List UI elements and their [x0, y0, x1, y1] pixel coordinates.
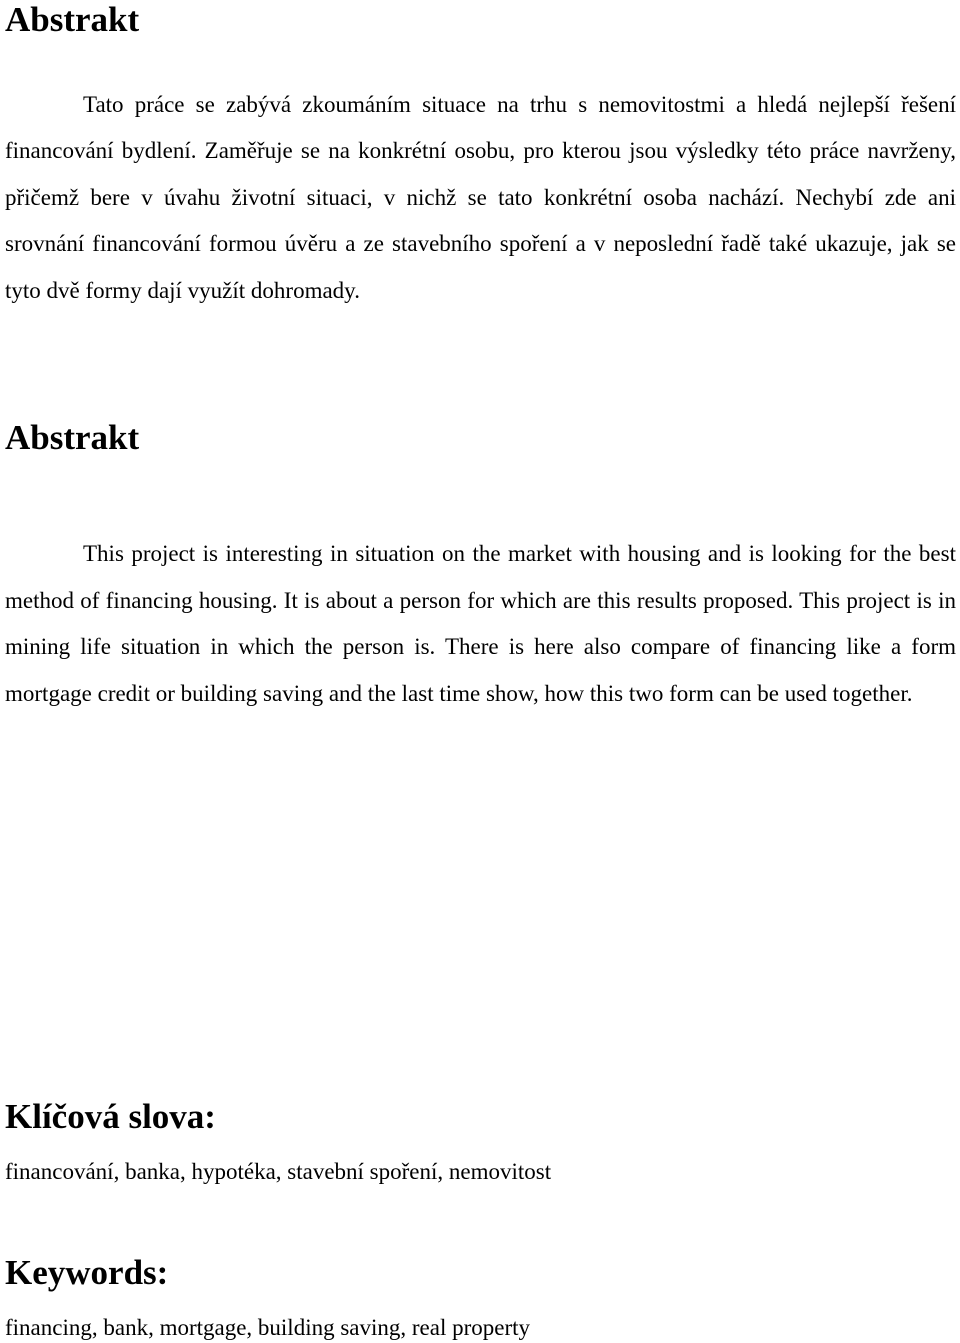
- abstract-cz-heading: Abstrakt: [5, 0, 140, 39]
- keywords-en-text: financing, bank, mortgage, building saving, real property: [5, 1315, 531, 1340]
- keywords-en-heading: Keywords:: [5, 1253, 169, 1292]
- abstract-en-text: This project is interesting in situation on the market with housing and is looking for the best method of financing housing. It is about a person for which are this results proposed. This project is in mining life situation in which the person is. There is here also compare of financing like a form mortgage credit or building saving and the last time show, how this two form can be used together.: [5, 541, 956, 706]
- abstract-en-heading: Abstrakt: [5, 418, 140, 457]
- keywords-cz-text: financování, banka, hypotéka, stavební spoření, nemovitost: [5, 1159, 552, 1184]
- abstract-cz-text: Tato práce se zabývá zkoumáním situace na trhu s nemovitostmi a hledá nejlepší řešení financování bydlení. Zaměřuje se na konkrétní osobu, pro kterou jsou výsledky této práce navrženy, přičemž bere v úvahu životní situaci, v nichž se tato konkrétní osoba nachází. Nechybí zde ani srovnání financování formou úvěru a ze stavebního spoření a v neposlední řadě také ukazuje, jak se tyto dvě formy dají využít dohromady.: [5, 92, 956, 303]
- keywords-cz-heading: Klíčová slova:: [5, 1097, 216, 1136]
